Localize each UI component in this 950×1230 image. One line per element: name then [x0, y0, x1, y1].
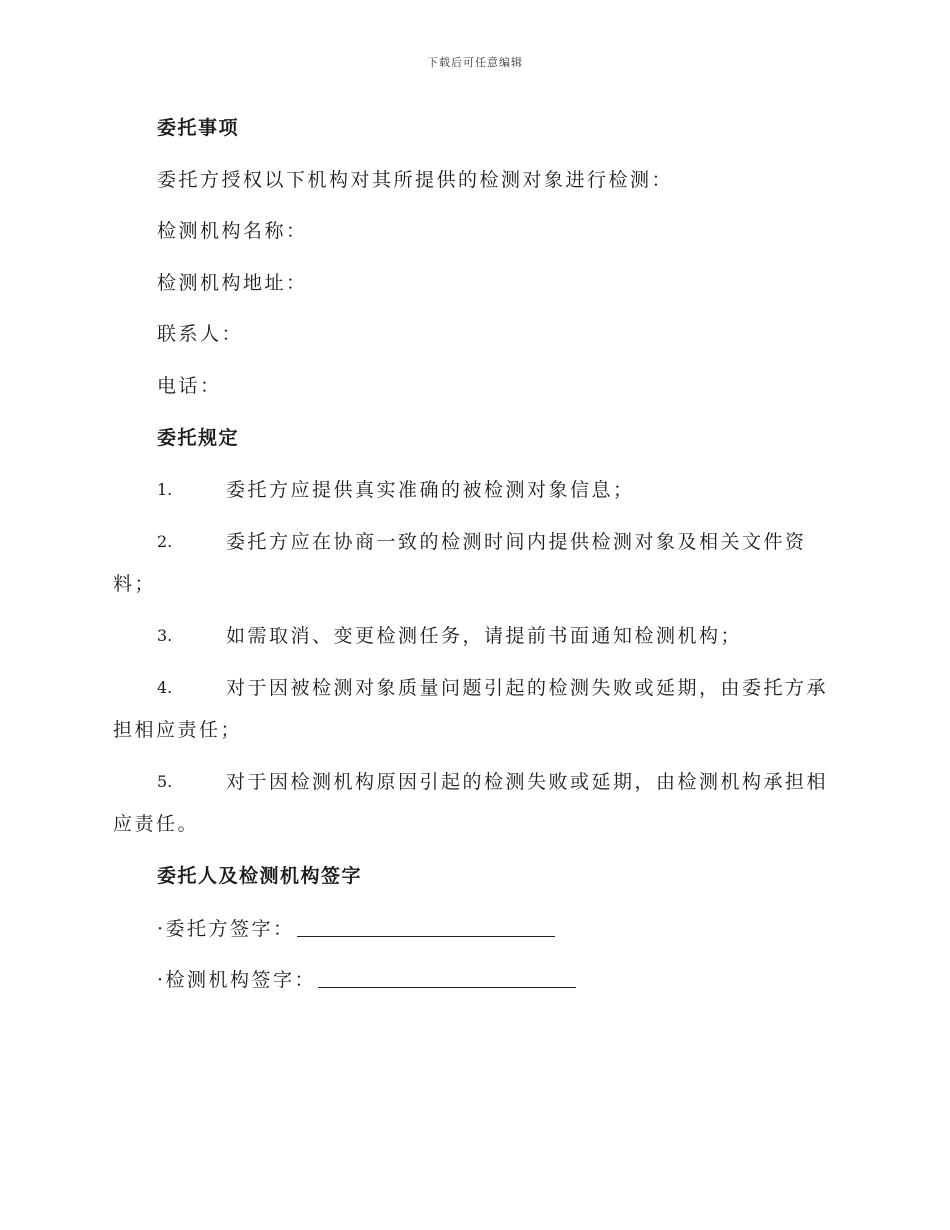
section-title-entrustment-matters: 委托事项	[157, 117, 240, 139]
field-contact: 联系人：	[157, 323, 244, 345]
rule-text: 委托方应提供真实准确的被检测对象信息；	[226, 479, 635, 501]
rule-number: 2.	[157, 532, 173, 551]
org-signature-row	[157, 967, 576, 992]
section-title-entrustment-rules: 委托规定	[157, 427, 240, 449]
intro-paragraph: 委托方授权以下机构对其所提供的检测对象进行检测：	[157, 169, 674, 191]
client-signature-row	[157, 916, 555, 941]
field-org-name: 检测机构名称：	[157, 220, 308, 242]
rule-text-continued: 料；	[113, 573, 157, 595]
client-signature-line[interactable]	[297, 916, 555, 937]
header-note: 下载后可任意编辑	[427, 56, 523, 69]
rule-text-continued: 应责任。	[113, 813, 200, 835]
rule-number: 4.	[157, 678, 173, 697]
org-signature-label: ·检测机构签字：	[157, 969, 317, 991]
rule-number: 1.	[157, 480, 173, 499]
rule-text: 对于因检测机构原因引起的检测失败或延期，由检测机构承担相	[226, 771, 829, 793]
client-signature-label: ·委托方签字：	[157, 918, 295, 940]
section-title-signatures: 委托人及检测机构签字	[157, 865, 363, 887]
rule-text: 对于因被检测对象质量问题引起的检测失败或延期，由委托方承	[226, 677, 829, 699]
rule-text: 委托方应在协商一致的检测时间内提供检测对象及相关文件资	[226, 531, 807, 553]
rule-text-continued: 担相应责任；	[113, 719, 243, 741]
field-phone: 电话：	[157, 375, 222, 397]
rule-number: 3.	[157, 626, 173, 645]
rule-number: 5.	[157, 772, 173, 791]
field-org-address: 检测机构地址：	[157, 272, 308, 294]
rule-text: 如需取消、变更检测任务，请提前书面通知检测机构；	[226, 625, 743, 647]
org-signature-line[interactable]	[318, 967, 576, 988]
